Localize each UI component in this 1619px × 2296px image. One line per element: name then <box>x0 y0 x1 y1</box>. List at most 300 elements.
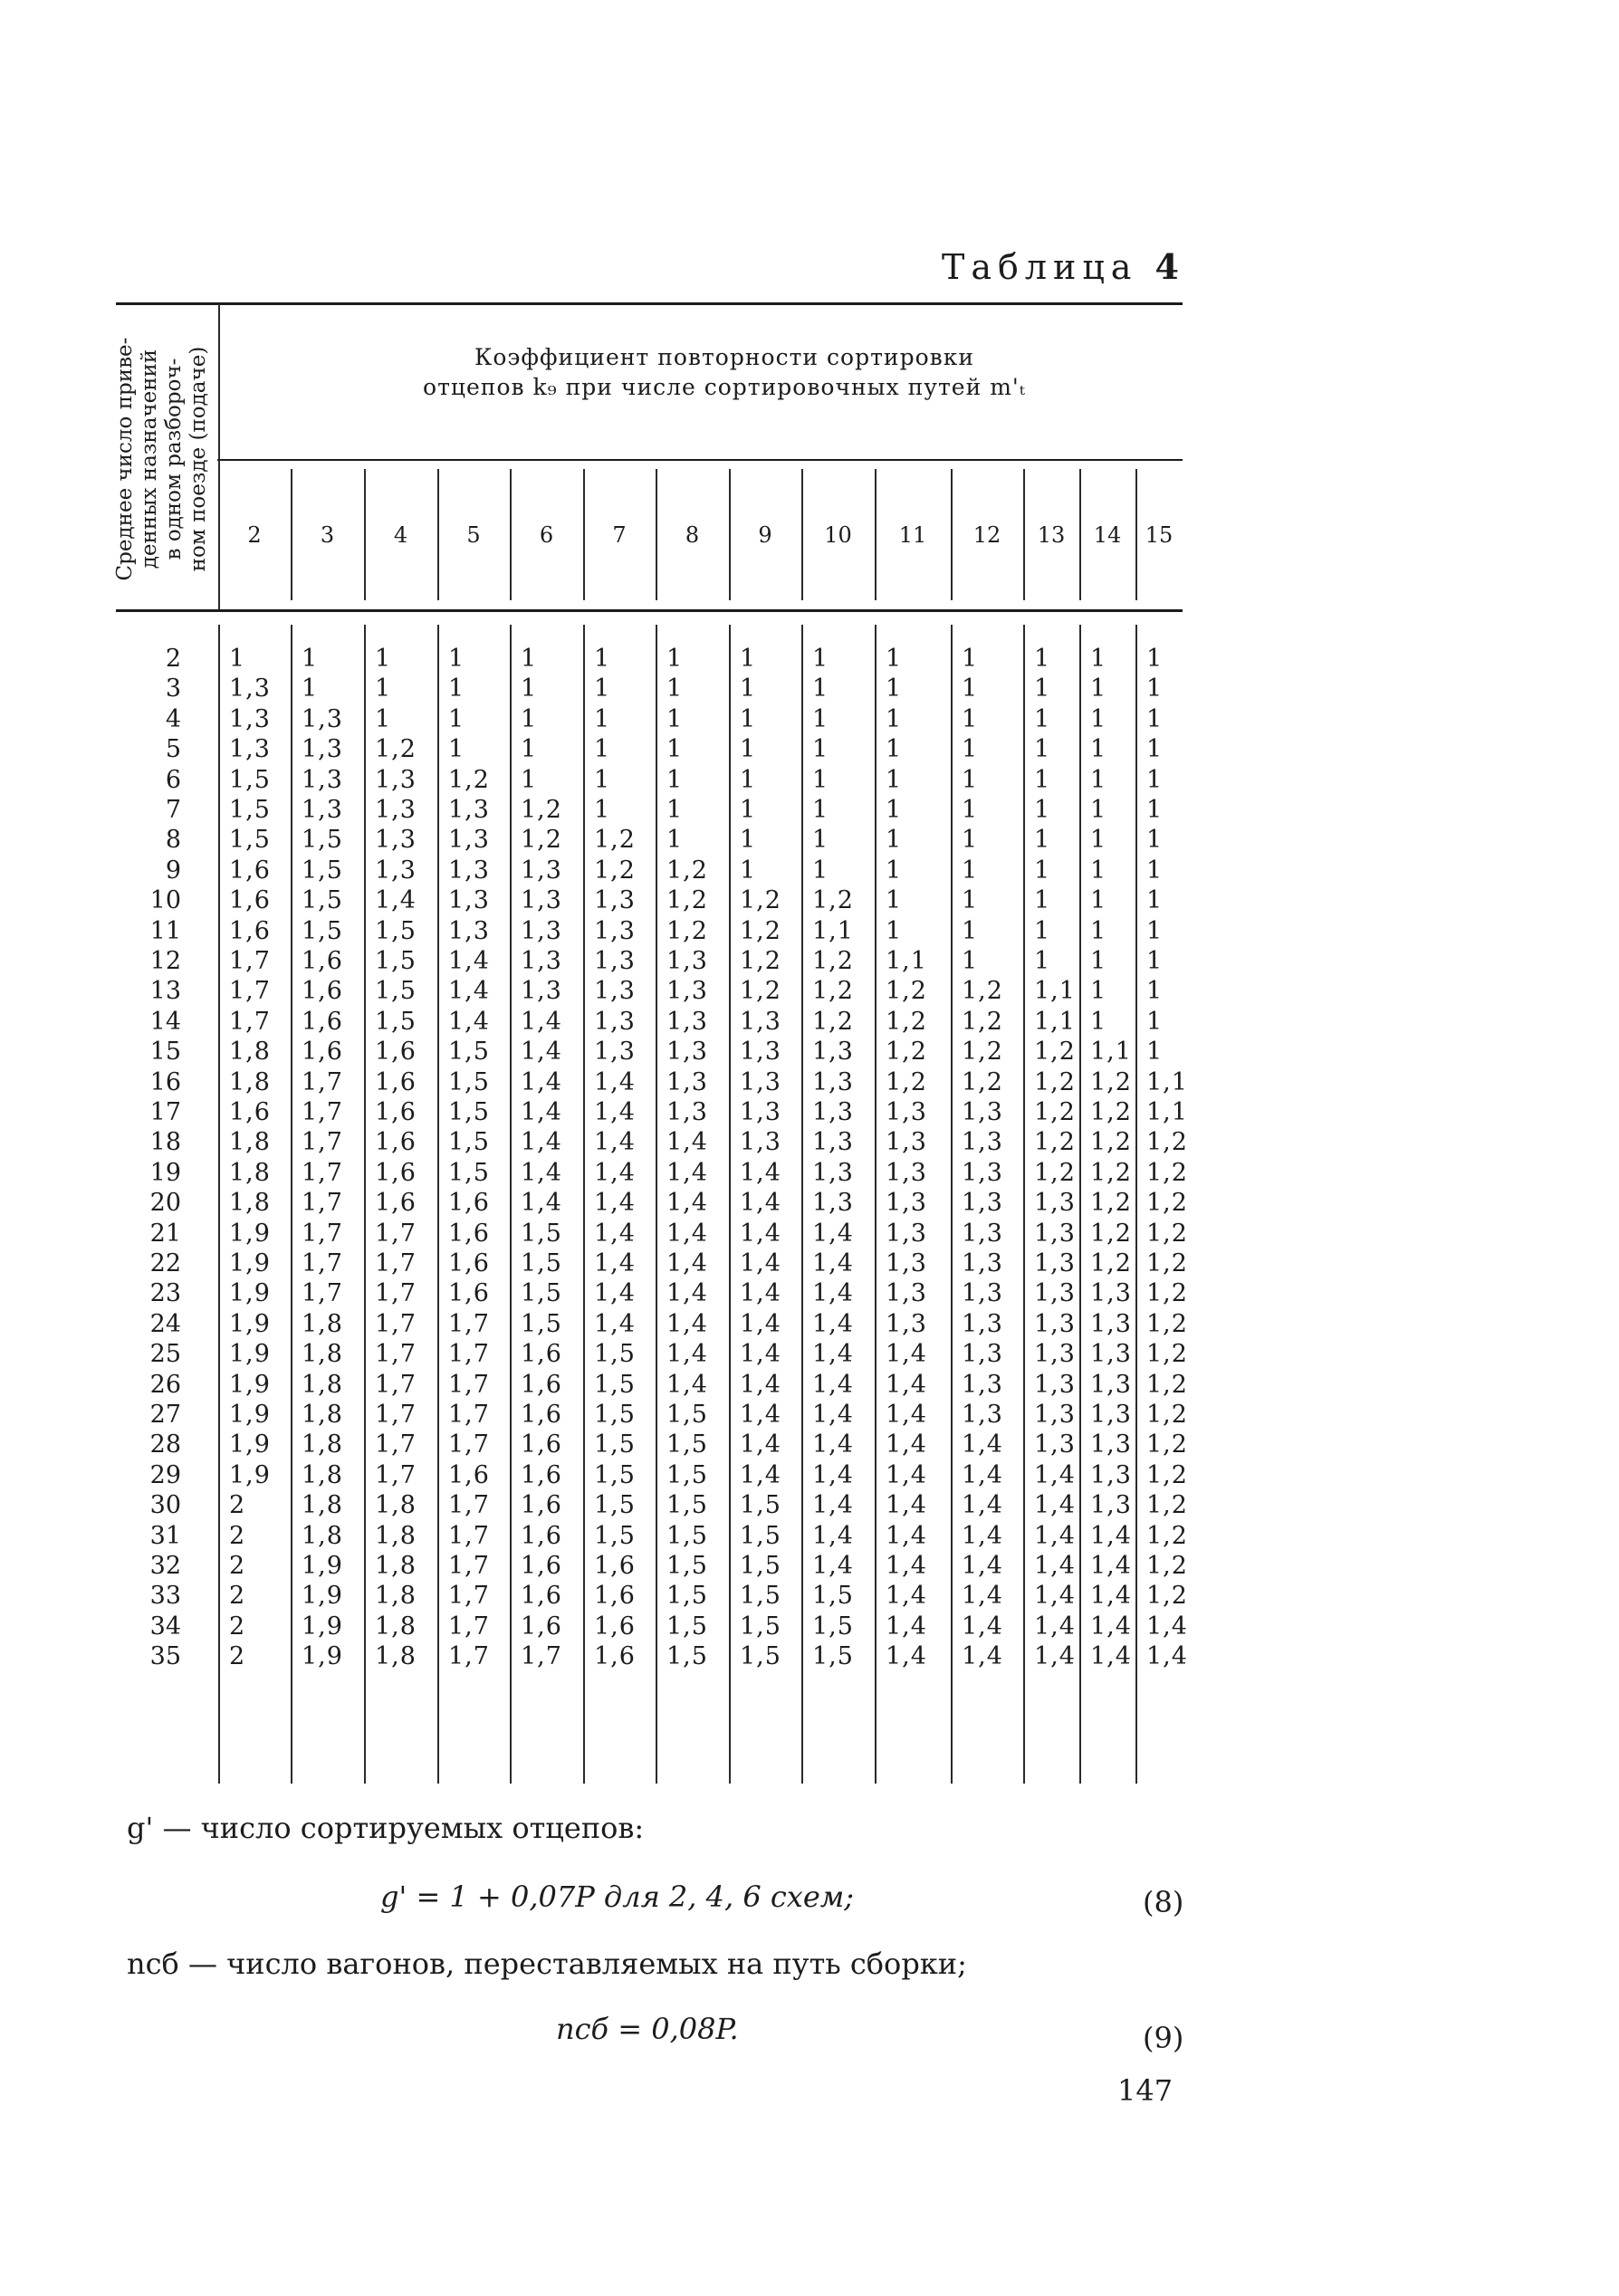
table-cell: 1,9 <box>302 1612 343 1641</box>
table-cell: 1,4 <box>666 1128 708 1156</box>
table-cell: 1,4 <box>666 1249 708 1277</box>
table-cell: 1,2 <box>1090 1128 1132 1156</box>
table-cell: 1 <box>886 735 903 763</box>
table-cell: 1,7 <box>448 1522 490 1550</box>
table-cell: 1,7 <box>448 1340 490 1368</box>
table-cell: 1 <box>1034 886 1051 914</box>
table-cell: 1,4 <box>812 1310 854 1338</box>
table-cell: 1 <box>1090 766 1107 794</box>
table-cell: 1,6 <box>375 1128 417 1156</box>
row-label: 9 <box>165 856 181 885</box>
table-cell: 1,8 <box>302 1310 343 1338</box>
table-cell: 1 <box>1034 766 1051 794</box>
table-cell: 1,4 <box>962 1612 1003 1641</box>
table-cell: 1,3 <box>812 1189 854 1217</box>
table-cell: 1,2 <box>1090 1249 1132 1277</box>
table-cell: 1 <box>962 947 979 975</box>
table-cell: 1,4 <box>812 1220 854 1248</box>
table-cell: 1,3 <box>740 1128 781 1156</box>
table-cell: 1,2 <box>740 917 781 945</box>
table-cell: 1,6 <box>302 1038 343 1066</box>
table-cell: 1,4 <box>812 1461 854 1489</box>
column-rule <box>875 625 877 1784</box>
table-cell: 1 <box>812 796 829 824</box>
table-cell: 1 <box>962 856 979 885</box>
table-cell: 1,3 <box>1034 1340 1076 1368</box>
table-cell: 1,2 <box>448 766 490 794</box>
table-cell: 1 <box>1034 735 1051 763</box>
equation-number-1: (8) <box>1143 1885 1184 1919</box>
table-cell: 1,2 <box>1146 1491 1188 1519</box>
table-cell: 1,7 <box>375 1461 417 1489</box>
table-cell: 1,4 <box>1034 1552 1076 1580</box>
table-cell: 1 <box>1090 856 1107 885</box>
table-cell: 1 <box>1034 705 1051 733</box>
table-cell: 1,4 <box>594 1159 636 1187</box>
table-cell: 1,5 <box>812 1612 854 1641</box>
column-header: 9 <box>758 522 772 548</box>
table-cell: 1,3 <box>594 947 636 975</box>
row-label: 13 <box>149 977 181 1005</box>
table-cell: 1,5 <box>666 1491 708 1519</box>
row-label: 17 <box>149 1098 181 1126</box>
table-cell: 1,2 <box>1146 1371 1188 1399</box>
table-cell: 1,5 <box>594 1340 636 1368</box>
table-cell: 1,9 <box>229 1430 271 1459</box>
table-cell: 1,3 <box>1034 1430 1076 1459</box>
table-cell: 1,3 <box>812 1068 854 1096</box>
table-cell: 1,7 <box>302 1279 343 1307</box>
table-cell: 1,5 <box>594 1491 636 1519</box>
table-cell: 1,3 <box>666 977 708 1005</box>
table-cell: 1,3 <box>1090 1491 1132 1519</box>
table-cell: 1,3 <box>521 977 562 1005</box>
table-title-word: Таблица <box>942 247 1138 287</box>
table-cell: 1,3 <box>886 1220 927 1248</box>
table-cell: 1 <box>1090 645 1107 673</box>
table-cell: 1,4 <box>666 1189 708 1217</box>
table-cell: 1,7 <box>375 1371 417 1399</box>
table-cell: 1,2 <box>1146 1582 1188 1610</box>
table-cell: 1,4 <box>594 1098 636 1126</box>
row-label: 30 <box>149 1491 181 1519</box>
table-cell: 1 <box>962 917 979 945</box>
table-cell: 1,2 <box>521 826 562 854</box>
table-cell: 1,7 <box>375 1279 417 1307</box>
table-cell: 1,7 <box>229 947 271 975</box>
table-cell: 1,6 <box>229 917 271 945</box>
table-cell: 1,4 <box>1034 1612 1076 1641</box>
table-cell: 1,6 <box>521 1340 562 1368</box>
table-cell: 1,3 <box>740 1008 781 1036</box>
table-cell: 1,8 <box>302 1522 343 1550</box>
table-cell: 1,2 <box>521 796 562 824</box>
row-label: 11 <box>149 917 181 945</box>
table-cell: 1 <box>594 645 611 673</box>
table-cell: 1,5 <box>521 1220 562 1248</box>
table-cell: 1,3 <box>1090 1430 1132 1459</box>
table-cell: 2 <box>229 1612 246 1641</box>
table-cell: 1,6 <box>229 1098 271 1126</box>
table-cell: 1,6 <box>229 886 271 914</box>
text-line-1: g' — число сортируемых отцепов: <box>127 1811 645 1845</box>
table-cell: 1 <box>1090 977 1107 1005</box>
column-header: 6 <box>539 522 554 548</box>
table-cell: 1,3 <box>666 1038 708 1066</box>
row-label: 28 <box>149 1430 181 1459</box>
table-cell: 1,8 <box>229 1128 271 1156</box>
table-cell: 1,9 <box>229 1401 271 1429</box>
table-cell: 2 <box>229 1552 246 1580</box>
table-cell: 1,7 <box>448 1430 490 1459</box>
column-rule <box>1079 625 1081 1784</box>
table-cell: 1 <box>812 856 829 885</box>
table-cell: 1,6 <box>521 1371 562 1399</box>
table-cell: 1 <box>962 705 979 733</box>
table-cell: 1,2 <box>886 1038 927 1066</box>
table-cell: 1,4 <box>740 1310 781 1338</box>
table-cell: 1,1 <box>1034 1008 1076 1036</box>
table-cell: 1,2 <box>962 1038 1003 1066</box>
table-cell: 2 <box>229 1582 246 1610</box>
table-cell: 1 <box>302 645 319 673</box>
table-cell: 1,2 <box>1146 1340 1188 1368</box>
table-cell: 1,6 <box>521 1491 562 1519</box>
table-cell: 1,4 <box>448 947 490 975</box>
table-cell: 1 <box>886 766 903 794</box>
table-cell: 1,8 <box>302 1340 343 1368</box>
table-cell: 1,5 <box>302 917 343 945</box>
table-cell: 1 <box>886 674 903 703</box>
table-cell: 1 <box>962 766 979 794</box>
table-cell: 1 <box>812 735 829 763</box>
table-cell: 1,2 <box>886 977 927 1005</box>
column-rule <box>1023 625 1025 1784</box>
table-cell: 1 <box>594 705 611 733</box>
table-cell: 1 <box>302 674 319 703</box>
table-cell: 1,2 <box>1146 1310 1188 1338</box>
column-header: 14 <box>1093 522 1122 548</box>
table-cell: 1,6 <box>302 1008 343 1036</box>
table-cell: 1,4 <box>740 1371 781 1399</box>
table-cell: 1 <box>962 826 979 854</box>
table-cell: 1,2 <box>1146 1159 1188 1187</box>
table-cell: 1,3 <box>448 886 490 914</box>
table-cell: 1,7 <box>448 1552 490 1580</box>
table-cell: 1,2 <box>812 977 854 1005</box>
table-cell: 1,5 <box>229 766 271 794</box>
table-cell: 1,6 <box>594 1552 636 1580</box>
table-cell: 1,3 <box>1090 1310 1132 1338</box>
table-cell: 1 <box>1034 917 1051 945</box>
table-cell: 1,5 <box>740 1552 781 1580</box>
table-cell: 1,3 <box>594 917 636 945</box>
row-label: 27 <box>149 1401 181 1429</box>
table-cell: 1,3 <box>962 1249 1003 1277</box>
table-cell: 1,5 <box>448 1159 490 1187</box>
row-label: 32 <box>149 1552 181 1580</box>
table-cell: 1,7 <box>302 1068 343 1096</box>
table-cell: 1,7 <box>302 1189 343 1217</box>
table-cell: 1,4 <box>1034 1461 1076 1489</box>
table-cell: 2 <box>229 1642 246 1670</box>
table-cell: 1,7 <box>448 1401 490 1429</box>
table-cell: 1,3 <box>521 856 562 885</box>
table-cell: 1 <box>886 917 903 945</box>
row-label: 2 <box>165 645 181 673</box>
table-cell: 1,5 <box>521 1249 562 1277</box>
row-label: 22 <box>149 1249 181 1277</box>
table-cell: 1,7 <box>521 1642 562 1670</box>
table-cell: 1,8 <box>375 1522 417 1550</box>
table-cell: 1,5 <box>666 1552 708 1580</box>
column-header: 10 <box>824 522 852 548</box>
table-cell: 1 <box>962 796 979 824</box>
table-cell: 1 <box>962 645 979 673</box>
table-cell: 1,4 <box>812 1401 854 1429</box>
table-cell: 1,6 <box>521 1430 562 1459</box>
table-group-rule <box>217 459 1183 461</box>
table-cell: 1,2 <box>594 826 636 854</box>
table-cell: 1,4 <box>886 1371 927 1399</box>
table-cell: 1,4 <box>740 1249 781 1277</box>
table-cell: 1,4 <box>521 1008 562 1036</box>
table-cell: 1 <box>1146 947 1164 975</box>
table-cell: 1,2 <box>740 977 781 1005</box>
table-cell: 1 <box>666 796 684 824</box>
table-cell: 1,3 <box>962 1159 1003 1187</box>
table-cell: 1,5 <box>302 886 343 914</box>
table-cell: 1,2 <box>1146 1552 1188 1580</box>
table-cell: 1 <box>740 735 757 763</box>
table-cell: 1,5 <box>666 1430 708 1459</box>
row-label: 26 <box>149 1371 181 1399</box>
table-cell: 1 <box>962 674 979 703</box>
table-cell: 1,9 <box>229 1371 271 1399</box>
table-cell: 1,7 <box>302 1128 343 1156</box>
table-cell: 1,2 <box>1146 1249 1188 1277</box>
page-number: 147 <box>1117 2073 1174 2108</box>
table-cell: 1,4 <box>666 1310 708 1338</box>
table-cell: 1,5 <box>740 1612 781 1641</box>
table-cell: 1,5 <box>666 1401 708 1429</box>
table-cell: 1,2 <box>962 1068 1003 1096</box>
table-cell: 1 <box>666 674 684 703</box>
table-cell: 1,4 <box>740 1461 781 1489</box>
table-cell: 1,7 <box>375 1340 417 1368</box>
table-cell: 1 <box>1146 886 1164 914</box>
table-cell: 1,2 <box>812 947 854 975</box>
table-cell: 1,4 <box>962 1582 1003 1610</box>
table-cell: 1,7 <box>448 1612 490 1641</box>
table-cell: 1,4 <box>886 1642 927 1670</box>
table-cell: 1,8 <box>229 1038 271 1066</box>
table-cell: 1,2 <box>1146 1220 1188 1248</box>
column-header: 7 <box>612 522 627 548</box>
table-cell: 1,4 <box>886 1340 927 1368</box>
row-label: 19 <box>149 1159 181 1187</box>
table-cell: 1,4 <box>886 1582 927 1610</box>
table-cell: 1,4 <box>886 1430 927 1459</box>
table-cell: 1,9 <box>302 1552 343 1580</box>
table-cell: 1,3 <box>886 1098 927 1126</box>
table-cell: 1,3 <box>302 735 343 763</box>
table-cell: 1 <box>886 645 903 673</box>
table-title <box>942 246 1185 287</box>
row-label: 34 <box>149 1612 181 1641</box>
table-cell: 1,2 <box>1146 1279 1188 1307</box>
table-cell: 1,3 <box>448 796 490 824</box>
table-cell: 1,2 <box>1146 1522 1188 1550</box>
table-cell: 1,4 <box>740 1401 781 1429</box>
table-cell: 1,3 <box>229 674 271 703</box>
table-cell: 1 <box>1090 705 1107 733</box>
table-cell: 1 <box>1034 645 1051 673</box>
table-cell: 1 <box>521 705 538 733</box>
row-header-cell <box>109 315 216 603</box>
table-cell: 1,5 <box>229 796 271 824</box>
table-cell: 1,4 <box>594 1128 636 1156</box>
table-cell: 1,3 <box>886 1128 927 1156</box>
table-cell: 1,4 <box>594 1279 636 1307</box>
table-cell: 1,3 <box>886 1310 927 1338</box>
table-cell: 1,4 <box>666 1159 708 1187</box>
column-rule <box>218 304 220 609</box>
table-cell: 1,4 <box>812 1430 854 1459</box>
table-cell: 1,1 <box>1146 1068 1188 1096</box>
table-cell: 1,2 <box>666 856 708 885</box>
table-cell: 1,5 <box>375 1008 417 1036</box>
table-cell: 1,3 <box>886 1159 927 1187</box>
table-cell: 1,5 <box>666 1522 708 1550</box>
column-rule <box>801 625 803 1784</box>
table-cell: 1,3 <box>1034 1371 1076 1399</box>
table-cell: 1 <box>666 766 684 794</box>
table-cell: 1 <box>375 705 392 733</box>
table-cell: 1,2 <box>740 886 781 914</box>
table-cell: 1,4 <box>521 1128 562 1156</box>
table-cell: 1,2 <box>1034 1038 1076 1066</box>
table-cell: 1,3 <box>521 886 562 914</box>
table-cell: 1,2 <box>1146 1189 1188 1217</box>
table-cell: 1,8 <box>302 1401 343 1429</box>
table-cell: 1,3 <box>594 977 636 1005</box>
table-cell: 1,3 <box>1034 1401 1076 1429</box>
table-cell: 1,8 <box>375 1642 417 1670</box>
table-cell: 1,7 <box>229 1008 271 1036</box>
table-cell: 1,4 <box>740 1159 781 1187</box>
table-cell: 1,3 <box>962 1098 1003 1126</box>
table-cell: 1 <box>1146 705 1164 733</box>
column-group-header: Коэффициент повторности сортировки отцепов k₉ при числе сортировочных путей m'ₜ <box>423 344 1026 400</box>
table-cell: 1,7 <box>375 1401 417 1429</box>
row-label: 29 <box>149 1461 181 1489</box>
table-cell: 1,2 <box>1034 1098 1076 1126</box>
table-cell: 1,6 <box>521 1401 562 1429</box>
table-cell: 1,8 <box>375 1491 417 1519</box>
table-cell: 1,1 <box>1146 1098 1188 1126</box>
table-cell: 1,3 <box>302 766 343 794</box>
table-cell: 1,3 <box>666 947 708 975</box>
table-cell: 1,9 <box>229 1461 271 1489</box>
table-cell: 1 <box>666 735 684 763</box>
column-rule <box>364 625 366 1784</box>
table-cell: 1,2 <box>1090 1159 1132 1187</box>
table-cell: 1,4 <box>886 1491 927 1519</box>
table-cell: 1,3 <box>1034 1279 1076 1307</box>
table-cell: 1,6 <box>375 1189 417 1217</box>
table-cell: 1,2 <box>962 977 1003 1005</box>
table-cell: 1,6 <box>594 1612 636 1641</box>
table-cell: 1,3 <box>1034 1189 1076 1217</box>
table-cell: 1,1 <box>1090 1038 1132 1066</box>
column-rule <box>218 625 220 1784</box>
table-cell: 1,7 <box>375 1220 417 1248</box>
table-cell: 1,2 <box>812 886 854 914</box>
table-cell: 1,3 <box>962 1310 1003 1338</box>
table-cell: 1,5 <box>375 917 417 945</box>
table-cell: 1,3 <box>666 1098 708 1126</box>
table-cell: 1,2 <box>1034 1128 1076 1156</box>
table-cell: 1,5 <box>594 1522 636 1550</box>
table-cell: 1 <box>521 735 538 763</box>
table-cell: 1,4 <box>594 1220 636 1248</box>
table-cell: 1 <box>740 645 757 673</box>
table-cell: 1 <box>594 735 611 763</box>
table-cell: 1,3 <box>962 1279 1003 1307</box>
table-cell: 1,4 <box>1146 1642 1188 1670</box>
table-cell: 1,4 <box>886 1612 927 1641</box>
table-cell: 1,3 <box>521 917 562 945</box>
table-cell: 1,4 <box>1090 1522 1132 1550</box>
table-cell: 1,6 <box>521 1552 562 1580</box>
column-header: 5 <box>466 522 481 548</box>
table-cell: 1 <box>1146 735 1164 763</box>
table-cell: 1,2 <box>812 1008 854 1036</box>
table-cell: 1 <box>375 674 392 703</box>
table-cell: 2 <box>229 1491 246 1519</box>
table-cell: 1,3 <box>886 1249 927 1277</box>
table-cell: 1,4 <box>962 1461 1003 1489</box>
formula-2: nсб = 0,08P. <box>556 2012 739 2046</box>
column-header: 3 <box>320 522 335 548</box>
table-cell: 1,7 <box>448 1310 490 1338</box>
table-cell: 1,5 <box>229 826 271 854</box>
table-cell: 1,5 <box>594 1430 636 1459</box>
table-cell: 1 <box>1090 1008 1107 1036</box>
table-cell: 1 <box>1146 674 1164 703</box>
table-cell: 1,5 <box>448 1098 490 1126</box>
table-cell: 1,5 <box>666 1461 708 1489</box>
table-cell: 1,3 <box>448 917 490 945</box>
table-cell: 1 <box>1146 826 1164 854</box>
table-cell: 1 <box>886 796 903 824</box>
table-cell: 1,2 <box>886 1008 927 1036</box>
table-cell: 1,8 <box>302 1491 343 1519</box>
table-cell: 1,4 <box>740 1340 781 1368</box>
table-cell: 1,7 <box>448 1642 490 1670</box>
table-cell: 1 <box>812 705 829 733</box>
table-cell: 1,7 <box>375 1310 417 1338</box>
table-cell: 1,5 <box>448 1068 490 1096</box>
row-label: 25 <box>149 1340 181 1368</box>
table-cell: 1,6 <box>448 1249 490 1277</box>
table-cell: 1,3 <box>740 1098 781 1126</box>
table-cell: 1 <box>448 674 465 703</box>
table-cell: 1,2 <box>1090 1098 1132 1126</box>
text-line-2: nсб — число вагонов, переставляемых на путь сборки; <box>127 1947 967 1981</box>
table-cell: 1,2 <box>1146 1461 1188 1489</box>
